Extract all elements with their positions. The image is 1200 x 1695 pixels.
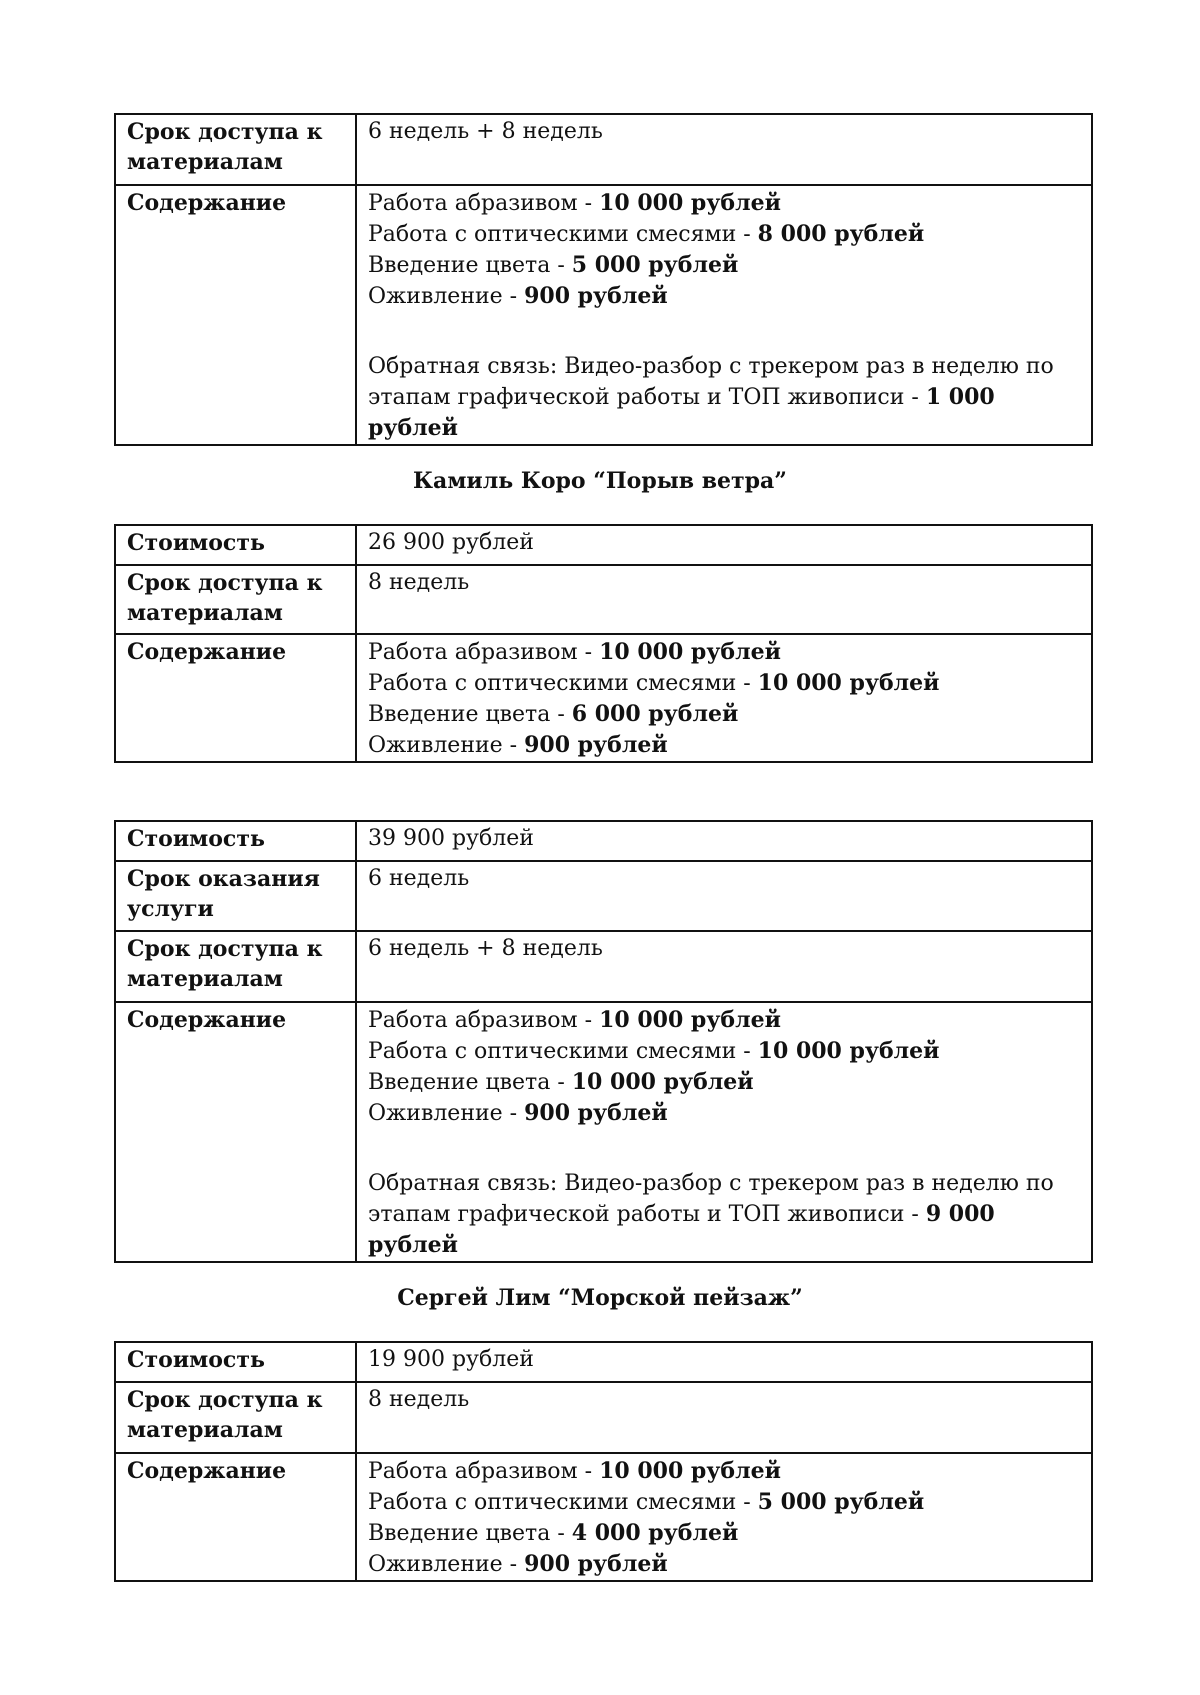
row-value xyxy=(356,861,1092,931)
row-label: Содержание xyxy=(115,1453,356,1581)
content-line: Введение цвета - 5 000 рублей xyxy=(368,252,739,278)
table-row xyxy=(115,634,1092,762)
row-value xyxy=(356,1342,1092,1382)
content-line: Оживление - 900 рублей xyxy=(368,283,668,309)
content-line: Работа с оптическими смесями - 8 000 рублей xyxy=(368,221,925,247)
price-amount: 10 000 рублей xyxy=(599,1458,781,1484)
value-line: 8 недель xyxy=(368,570,470,595)
price-amount: 8 000 рублей xyxy=(757,221,925,247)
row-label: Срок доступа к материалам xyxy=(115,114,356,185)
table-row xyxy=(115,525,1092,565)
price-table-4 xyxy=(114,1341,1093,1582)
row-value xyxy=(356,114,1092,185)
row-value xyxy=(356,634,1092,762)
content-line: Оживление - 900 рублей xyxy=(368,1551,668,1577)
price-amount: 900 рублей xyxy=(524,1551,668,1577)
row-value xyxy=(356,931,1092,1002)
price-amount: 10 000 рублей xyxy=(571,1069,754,1095)
table-row xyxy=(115,1342,1092,1382)
row-value xyxy=(356,565,1092,634)
spacer xyxy=(368,312,1081,352)
table-row xyxy=(115,931,1092,1002)
value-line: 8 недель xyxy=(368,1387,470,1412)
table-row xyxy=(115,1002,1092,1262)
price-amount: 900 рублей xyxy=(524,283,668,309)
row-label: Содержание xyxy=(115,185,356,445)
price-amount: 10 000 рублей xyxy=(757,1038,940,1064)
row-label: Стоимость xyxy=(115,1342,356,1382)
content-line: Работа с оптическими смесями - 10 000 рублей xyxy=(368,1038,940,1064)
price-amount: 9 000 рублей xyxy=(368,1201,995,1258)
course-title: Сергей Лим “Морской пейзаж” xyxy=(397,1285,803,1311)
row-value xyxy=(356,1382,1092,1453)
table-row xyxy=(115,821,1092,861)
content-line: Работа абразивом - 10 000 рублей xyxy=(368,639,781,665)
value-line: 6 недель xyxy=(368,866,470,891)
content-line: Работа с оптическими смесями - 10 000 рублей xyxy=(368,670,940,696)
price-amount: 900 рублей xyxy=(524,732,668,758)
row-value xyxy=(356,525,1092,565)
content-line: Работа абразивом - 10 000 рублей xyxy=(368,1007,781,1033)
content-line: Работа абразивом - 10 000 рублей xyxy=(368,190,781,216)
row-label: Срок оказания услуги xyxy=(115,861,356,931)
value-line: 6 недель + 8 недель xyxy=(368,119,603,144)
value-line: 39 900 рублей xyxy=(368,826,534,851)
row-label: Срок доступа к материалам xyxy=(115,565,356,634)
row-label: Срок доступа к материалам xyxy=(115,1382,356,1453)
table-row xyxy=(115,1453,1092,1581)
feedback-line: Обратная связь: Видео-разбор с трекером раз в неделю по этапам графической работы и ТОП живописи - 9 000 рублей xyxy=(368,1171,1054,1258)
content-line: Оживление - 900 рублей xyxy=(368,1100,668,1126)
value-line: 19 900 рублей xyxy=(368,1347,534,1372)
price-table-3 xyxy=(114,820,1093,1263)
row-label: Стоимость xyxy=(115,525,356,565)
table-row xyxy=(115,185,1092,445)
feedback-line: Обратная связь: Видео-разбор с трекером раз в неделю по этапам графической работы и ТОП живописи - 1 000 рублей xyxy=(368,354,1054,441)
price-amount: 1 000 рублей xyxy=(368,384,995,441)
value-line: 26 900 рублей xyxy=(368,530,534,555)
price-amount: 5 000 рублей xyxy=(571,252,739,278)
table-row xyxy=(115,1382,1092,1453)
price-amount: 4 000 рублей xyxy=(571,1520,739,1546)
row-label: Срок доступа к материалам xyxy=(115,931,356,1002)
spacer xyxy=(368,1129,1081,1169)
content-line: Работа абразивом - 10 000 рублей xyxy=(368,1458,781,1484)
row-label: Содержание xyxy=(115,1002,356,1262)
price-amount: 10 000 рублей xyxy=(757,670,940,696)
table-row xyxy=(115,861,1092,931)
row-value xyxy=(356,185,1092,445)
course-title: Камиль Коро “Порыв ветра” xyxy=(413,468,787,494)
value-line: 6 недель + 8 недель xyxy=(368,936,603,961)
price-table-2 xyxy=(114,524,1093,763)
price-amount: 900 рублей xyxy=(524,1100,668,1126)
table-row xyxy=(115,565,1092,634)
content-line: Введение цвета - 6 000 рублей xyxy=(368,701,739,727)
price-amount: 10 000 рублей xyxy=(599,190,781,216)
content-line: Введение цвета - 10 000 рублей xyxy=(368,1069,754,1095)
content-line: Введение цвета - 4 000 рублей xyxy=(368,1520,739,1546)
row-value xyxy=(356,1453,1092,1581)
price-amount: 5 000 рублей xyxy=(757,1489,925,1515)
row-value xyxy=(356,1002,1092,1262)
price-amount: 6 000 рублей xyxy=(571,701,739,727)
content-line: Работа с оптическими смесями - 5 000 рублей xyxy=(368,1489,925,1515)
price-table-1 xyxy=(114,113,1093,446)
price-amount: 10 000 рублей xyxy=(599,639,781,665)
table-row xyxy=(115,114,1092,185)
row-label: Содержание xyxy=(115,634,356,762)
row-label: Стоимость xyxy=(115,821,356,861)
price-amount: 10 000 рублей xyxy=(599,1007,781,1033)
content-line: Оживление - 900 рублей xyxy=(368,732,668,758)
row-value xyxy=(356,821,1092,861)
